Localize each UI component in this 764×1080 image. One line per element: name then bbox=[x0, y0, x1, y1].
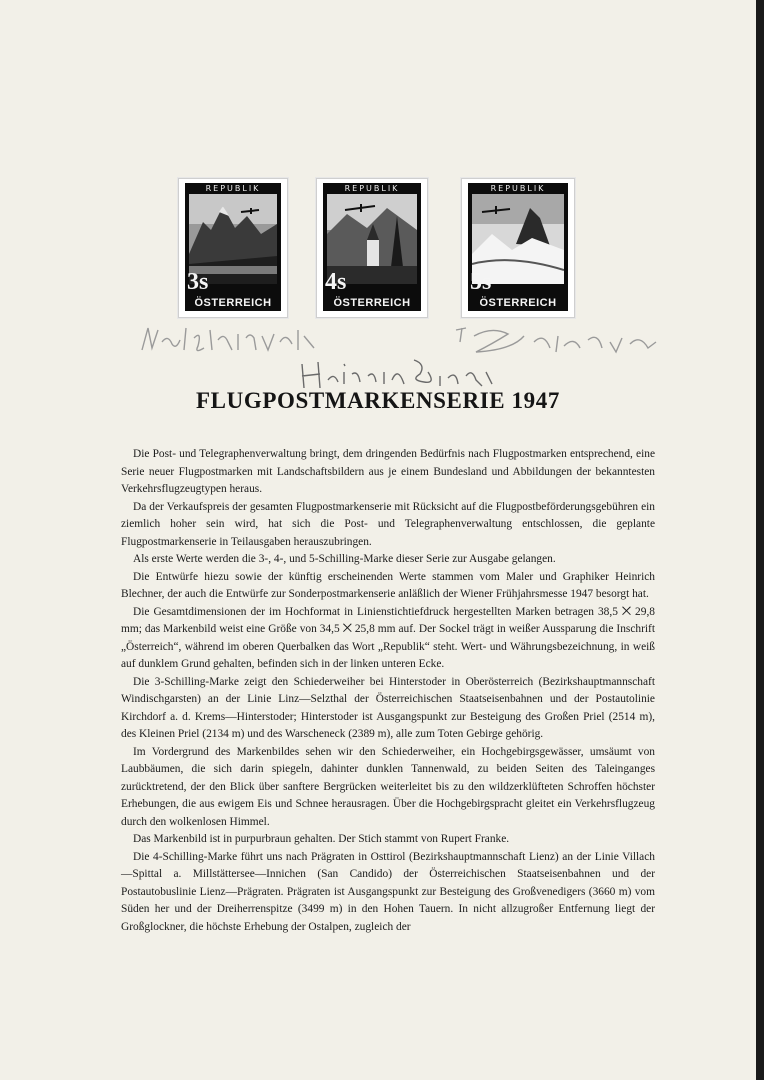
paragraph: Die 3-Schilling-Marke zeigt den Schiederweiher bei Hinterstoder in Oberösterreich (Bezirkshauptmannschaft Windischgarsten) an der Linie Linz—Selzthal der Österreichischen Staatseisenbahnen und der Postautolinie Kirchdorf a. d. Krems—Hinterstoder; Hinterstoder ist Ausgangspunkt zur Besteigung des Großen Priel (2514 m), des Kleinen Priel (2134 m) und des Warscheneck (2389 m), alle zum Toten Gebirge gehörig. bbox=[121, 675, 655, 740]
stamp-frame bbox=[323, 183, 421, 311]
stamp-country: ÖSTERREICH bbox=[479, 297, 557, 309]
signature-engraver bbox=[138, 320, 318, 362]
stamp-value: 5s bbox=[470, 269, 492, 295]
stamp-country: ÖSTERREICH bbox=[194, 297, 272, 309]
paragraph: Die Post- und Telegraphenverwaltung bringt, dem dringenden Bedürfnis nach Flugpostmarken entsprechend, eine Serie neuer Flugpostmarken mit Landschaftsbildern aus je einem Bundesland und Abbildungen der bekanntesten Verkehrsflugzeugtypen heraus. bbox=[121, 448, 655, 495]
stamp-header: REPUBLIK bbox=[344, 184, 400, 193]
stamp-frame bbox=[185, 183, 281, 311]
stamp-value: 4s bbox=[325, 269, 347, 295]
paragraph: Im Vordergrund des Markenbildes sehen wir den Schiederweiher, ein Hochgebirgsgewässer, umsäumt von Laubbäumen, die sich darin spiegeln, dahinter dunklen Tannenwald, zu beiden Seiten des Taleinganges zurücktretend, der den Blick über sanftere Bergrücken weiterleitet bis zu den wildzerklüfteten Schroffen höchster Erhebungen, die aus ewigem Eis und Schnee herausragen. Über die Hochgebirgspracht gleitet ein Verkehrsflugzeug durch den wolkenlosen Himmel. bbox=[121, 745, 655, 828]
body-text bbox=[121, 446, 655, 936]
paragraph: Da der Verkaufspreis der gesamten Flugpostmarkenserie mit Rücksicht auf die Flugpostbeförderungsgebühren ein ziemlich hoher sein wird, hat sich die Post- und Telegraphenverwaltung entschlossen, die geplante Flugpostmarkenserie in Teilausgaben herauszubringen. bbox=[121, 500, 655, 548]
stamp-5-schilling bbox=[461, 178, 575, 318]
stamp-frame bbox=[468, 183, 568, 311]
stamp-4-schilling bbox=[316, 178, 428, 318]
scan-edge bbox=[756, 0, 764, 1080]
signature-third bbox=[452, 322, 662, 362]
stamp-value: 3s bbox=[187, 269, 209, 295]
page-title: FLUGPOSTMARKENSERIE 1947 bbox=[196, 388, 560, 413]
stamp-header: REPUBLIK bbox=[205, 184, 261, 193]
paragraph: Als erste Werte werden die 3-, 4-, und 5-Schilling-Marke dieser Serie zur Ausgabe gelangen. bbox=[133, 553, 556, 565]
paragraph: Die Gesamtdimensionen der im Hochformat in Linienstichtiefdruck hergestellten Marken betragen 38,5 ⨉ 29,8 mm; das Markenbild weist eine Größe von 34,5 ⨉ 25,8 mm auf. Der Sockel trägt in weißer Aussparung die Inschrift „Österreich“, während im oberen Querbalken das Wort „Republik“ steht. Wert- und Währungsbezeichnung, in weiß auf dunklem Grund gehalten, befinden sich in der linken unteren Ecke. bbox=[121, 605, 655, 670]
stamp-3-schilling bbox=[178, 178, 288, 318]
paragraph: Das Markenbild ist in purpurbraun gehalten. Der Stich stammt von Rupert Franke. bbox=[133, 833, 510, 845]
paragraph: Die 4-Schilling-Marke führt uns nach Prägraten in Osttirol (Bezirkshauptmannschaft Lienz) an der Linie Villach—Spittal a. Millstättersee—Innichen (San Candido) der Österreichischen Staatseisenbahnen und der Postautobuslinie Lienz—Prägraten. Prägraten ist Ausgangspunkt zur Besteigung des Großvenedigers (3660 m) vom Süden her und der Dreiherrenspitze (3499 m) in den Hohen Tauern. In nicht allzugroßer Entfernung liegt der Großglockner, die höchste Erhebung der Ostalpen, zugleich der bbox=[121, 850, 655, 933]
stamp-country: ÖSTERREICH bbox=[333, 297, 411, 309]
paragraph: Die Entwürfe hiezu sowie der künftig erscheinenden Werte stammen vom Maler und Graphiker Heinrich Blechner, der auch die Entwürfe zur Sonderpostmarkenserie anläßlich der Wiener Frühjahrsmesse 1947 besorgt hat. bbox=[121, 570, 655, 600]
stamp-header: REPUBLIK bbox=[490, 184, 546, 193]
